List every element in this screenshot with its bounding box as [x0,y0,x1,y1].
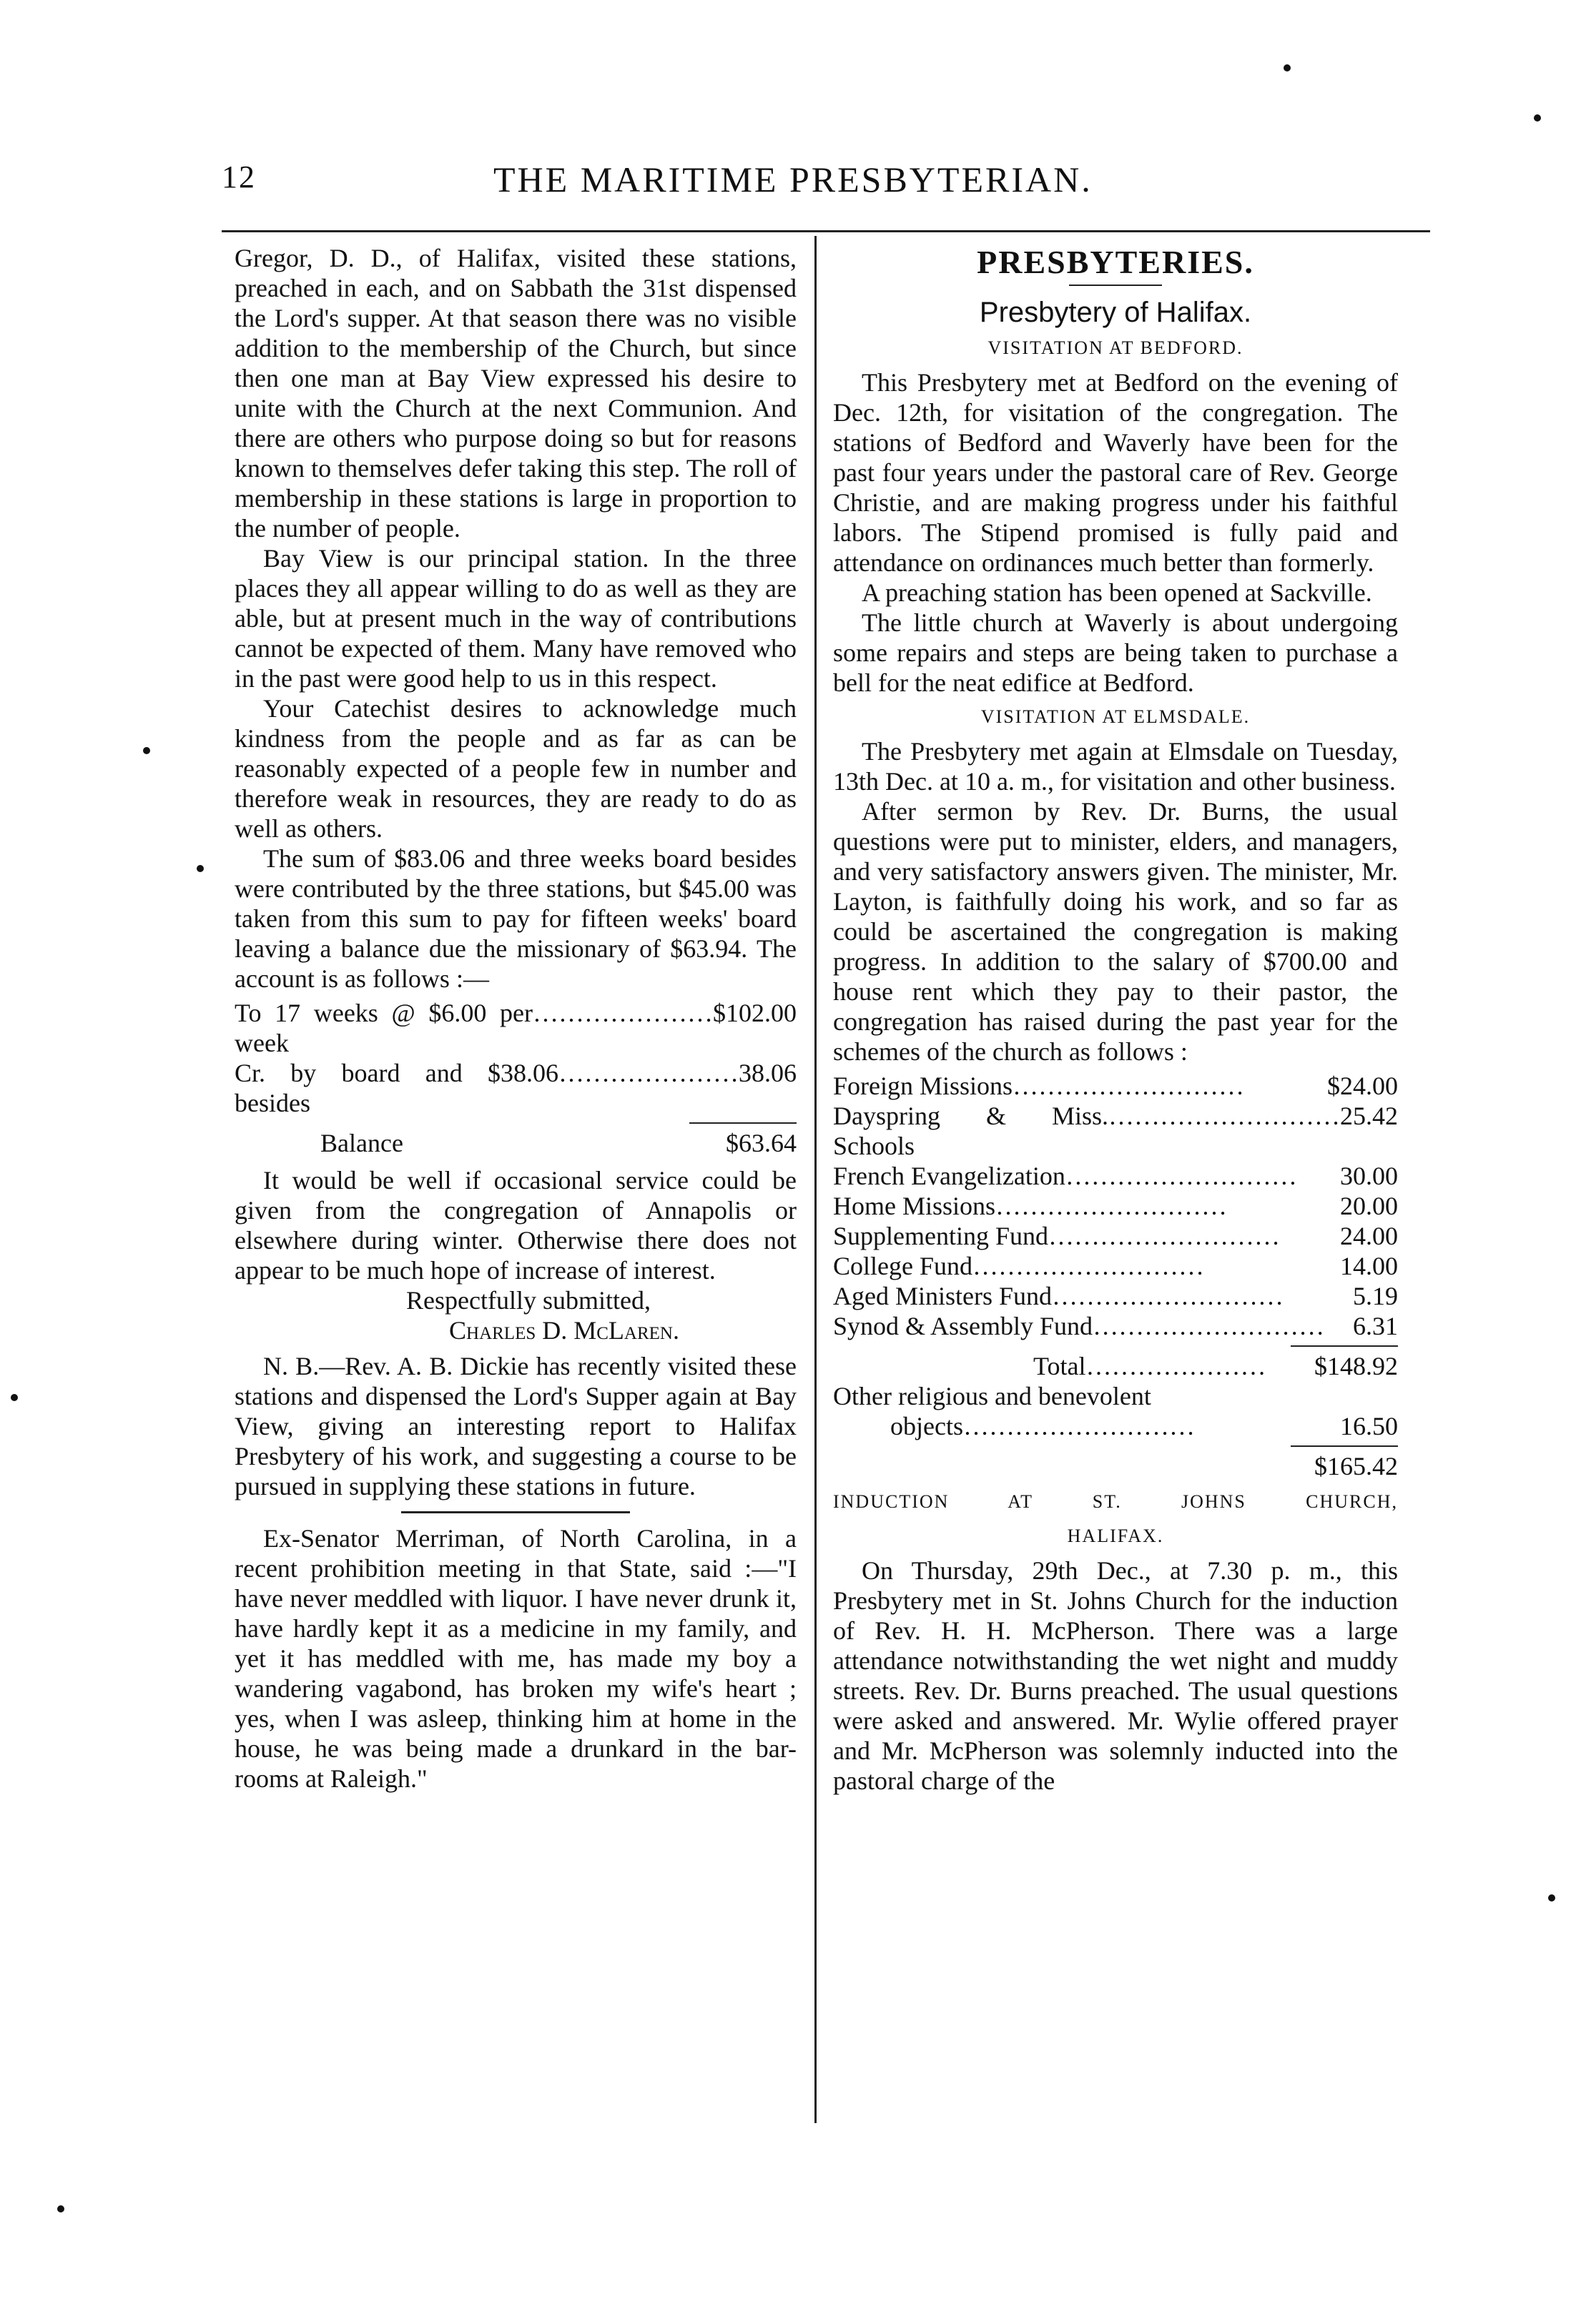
signoff: Respectfully submitted, [406,1286,651,1315]
total-row [833,1351,1398,1381]
right-paragraph-2: A preaching station has been opened at Sackville. [862,578,1372,607]
right-paragraph-3: The little church at Waverly is about undergoing some repairs and steps are being taken to purchase a bell for the neat edifice at Bedford. [833,608,1398,697]
other-label: objects [890,1412,963,1440]
scan-speck [1534,114,1541,122]
column-divider [814,236,817,2123]
leader-dots: ……………………… [972,1252,1204,1280]
leader-dots: ………………… [558,1059,739,1087]
article-rule [401,1511,630,1513]
heading-induction-place: HALIFAX. [1067,1526,1164,1546]
nb-paragraph: N. B.—Rev. A. B. Dickie has recently visited these stations and dispensed the Lord's Supper again at Bay View, giving an interesting report to Halifax Presbytery of his work, and suggesting a course to be pursued in supplying these stations in future. [235,1352,797,1500]
scheme-amount: $24.00 [1327,1072,1398,1100]
leader-dots: ……………………… [1052,1282,1284,1310]
scheme-amount: 6.31 [1353,1312,1398,1340]
right-paragraph-4: The Presbytery met again at Elmsdale on Tuesday, 13th Dec. at 10 a. m., for visitation and other business. [833,737,1398,796]
leader-dots: ……………………… [1108,1102,1340,1130]
other-amount: 16.50 [1340,1412,1398,1440]
other-row [833,1411,1398,1441]
right-paragraph-1: This Presbytery met at Bedford on the evening of Dec. 12th, for visitation of the congregation. The stations of Bedford and Waverly have been for the past four years under the pastoral care of Rev. George Christie, and are making progress under his faithful labors. The Stipend promised is fully paid and attendance on ordinances much better than formerly. [833,368,1398,577]
left-paragraph-2: Bay View is our principal station. In the three places they all appear willing to do as well as they are able, but at present much in the way of contributions cannot be expected of them. Many have removed who in the past were good help to us in this respect. [235,544,797,693]
right-paragraph-6: On Thursday, 29th Dec., at 7.30 p. m., this Presbytery met in St. Johns Church for the induction of Rev. H. H. McPherson. There was a large attendance notwithstanding the wet night and muddy streets. Rev. Dr. Burns preached. The usual questions were asked and answered. Mr. Wylie offered prayer and Mr. McPherson was solemnly inducted into the pastoral charge of the [833,1556,1398,1795]
account-row [235,1058,797,1118]
scheme-label: French Evangelization [833,1162,1065,1190]
left-paragraph-1: Gregor, D. D., of Halifax, visited these stations, preached in each, and on Sabbath the 31st dispensed the Lord's supper. At that season there was no visible addition to the membership of the Church, but since then one man at Bay View expressed his desire to unite with the Church at the next Communion. And there are others who purpose doing so but for reasons known to themselves defer taking this step. The roll of membership in these stations is large in proportion to the number of people. [235,244,797,543]
total-label: Total [1033,1352,1086,1380]
heading-elmsdale: VISITATION AT ELMSDALE. [980,706,1251,727]
balance-row [235,1128,797,1158]
scheme-row [833,1071,1398,1101]
scan-speck [1284,64,1291,71]
scheme-amount: 30.00 [1340,1162,1398,1190]
right-paragraph-5: After sermon by Rev. Dr. Burns, the usual questions were put to minister, elders, and managers, and very satisfactory answers given. The minister, Mr. Layton, is faithfully doing his work, and so far as could be ascertained the congregation is making progress. In addition to the salary of $700.00 and house rent which they pay to their pastor, the congregation has raised during the past year for the schemes of the church as follows : [833,797,1398,1066]
balance-label: Balance [320,1129,403,1157]
other-label-line: Other religious and benevolent [833,1382,1151,1410]
scan-speck [197,865,204,872]
left-paragraph-4: The sum of $83.06 and three weeks board besides were contributed by the three stations, but $45.00 was taken from this sum to pay for fifteen weeks' board leaving a balance due the missionary of $63.94. The account is as follows :— [235,844,797,993]
scheme-row [833,1251,1398,1281]
scheme-row [833,1161,1398,1191]
scheme-label: Supplementing Fund [833,1222,1049,1250]
account-label: Cr. by board and $38.06 besides [235,1059,558,1117]
account-table [235,998,797,1158]
heading-bedford: VISITATION AT BEDFORD. [987,337,1243,358]
leader-dots: ………………… [533,999,713,1027]
scheme-row [833,1221,1398,1251]
scheme-amount: 5.19 [1353,1282,1398,1310]
sub-title: Presbytery of Halifax. [979,297,1252,328]
sum-rule [689,1122,797,1124]
signature: Charles D. McLaren. [449,1316,679,1345]
balance-amount: $63.64 [726,1129,797,1157]
account-amount: $102.00 [713,999,797,1027]
right-column [833,243,1398,1796]
leader-dots: ……………………… [1013,1072,1245,1100]
scheme-row [833,1281,1398,1311]
total-amount: $148.92 [1314,1352,1398,1380]
scheme-label: Aged Ministers Fund [833,1282,1052,1310]
scheme-row [833,1101,1398,1161]
section-title: PRESBYTERIES. [977,244,1254,280]
scan-speck [57,2205,64,2212]
heading-induction: INDUCTION AT ST. JOHNS CHURCH, [833,1491,1398,1512]
scheme-amount: 25.42 [1340,1102,1398,1130]
leader-dots: ……………………… [1065,1162,1297,1190]
account-row [235,998,797,1058]
page-number: 12 [222,159,256,194]
scheme-label: College Fund [833,1252,972,1280]
left-column [235,243,797,1794]
scan-speck [143,747,150,754]
title-rule [1069,285,1162,286]
scan-speck [11,1394,18,1401]
scheme-label: Home Missions [833,1192,996,1220]
scheme-label: Foreign Missions [833,1072,1013,1100]
scheme-amount: 24.00 [1340,1222,1398,1250]
scan-speck [1548,1894,1555,1902]
page-header [222,159,1430,210]
scheme-row [833,1311,1398,1341]
scheme-row [833,1191,1398,1221]
leader-dots: ……………………… [1093,1312,1325,1340]
account-label: To 17 weeks @ $6.00 per week [235,999,533,1057]
scheme-label: Dayspring & Miss. Schools [833,1102,1108,1160]
left-paragraph-3: Your Catechist desires to acknowledge much kindness from the people and as far as can be reasonably expected of a people few in number and therefore weak in resources, they are ready to do as well as others. [235,694,797,843]
running-title: THE MARITIME PRESBYTERIAN. [493,159,1093,199]
grand-total: $165.42 [1314,1452,1398,1480]
account-amount: 38.06 [739,1059,797,1087]
scheme-amount: 14.00 [1340,1252,1398,1280]
sum-rule [1291,1345,1398,1347]
senator-paragraph: Ex-Senator Merriman, of North Carolina, in a recent prohibition meeting in that State, said :—"I have never meddled with liquor. I have never drunk it, have hardly kept it as a medicine in my family, and yet it has meddled with me, has made my boy a wandering vagabond, has broken my wife's heart ; yes, when I was asleep, thinking him at home in the house, he was being made a drunkard in the bar-rooms at Raleigh." [235,1524,797,1793]
scheme-amount: 20.00 [1340,1192,1398,1220]
leader-dots: ……………………… [1048,1222,1281,1250]
sum-rule [1291,1445,1398,1447]
left-paragraph-5: It would be well if occasional service could be given from the congregation of Annapolis or elsewhere during winter. Otherwise there does not appear to be much hope of increase of interest. [235,1166,797,1285]
header-rule [222,230,1430,232]
schemes-table [833,1071,1398,1481]
leader-dots: ………………… [1085,1352,1266,1380]
scheme-label: Synod & Assembly Fund [833,1312,1093,1340]
leader-dots: ……………………… [962,1412,1195,1440]
leader-dots: ……………………… [995,1192,1228,1220]
